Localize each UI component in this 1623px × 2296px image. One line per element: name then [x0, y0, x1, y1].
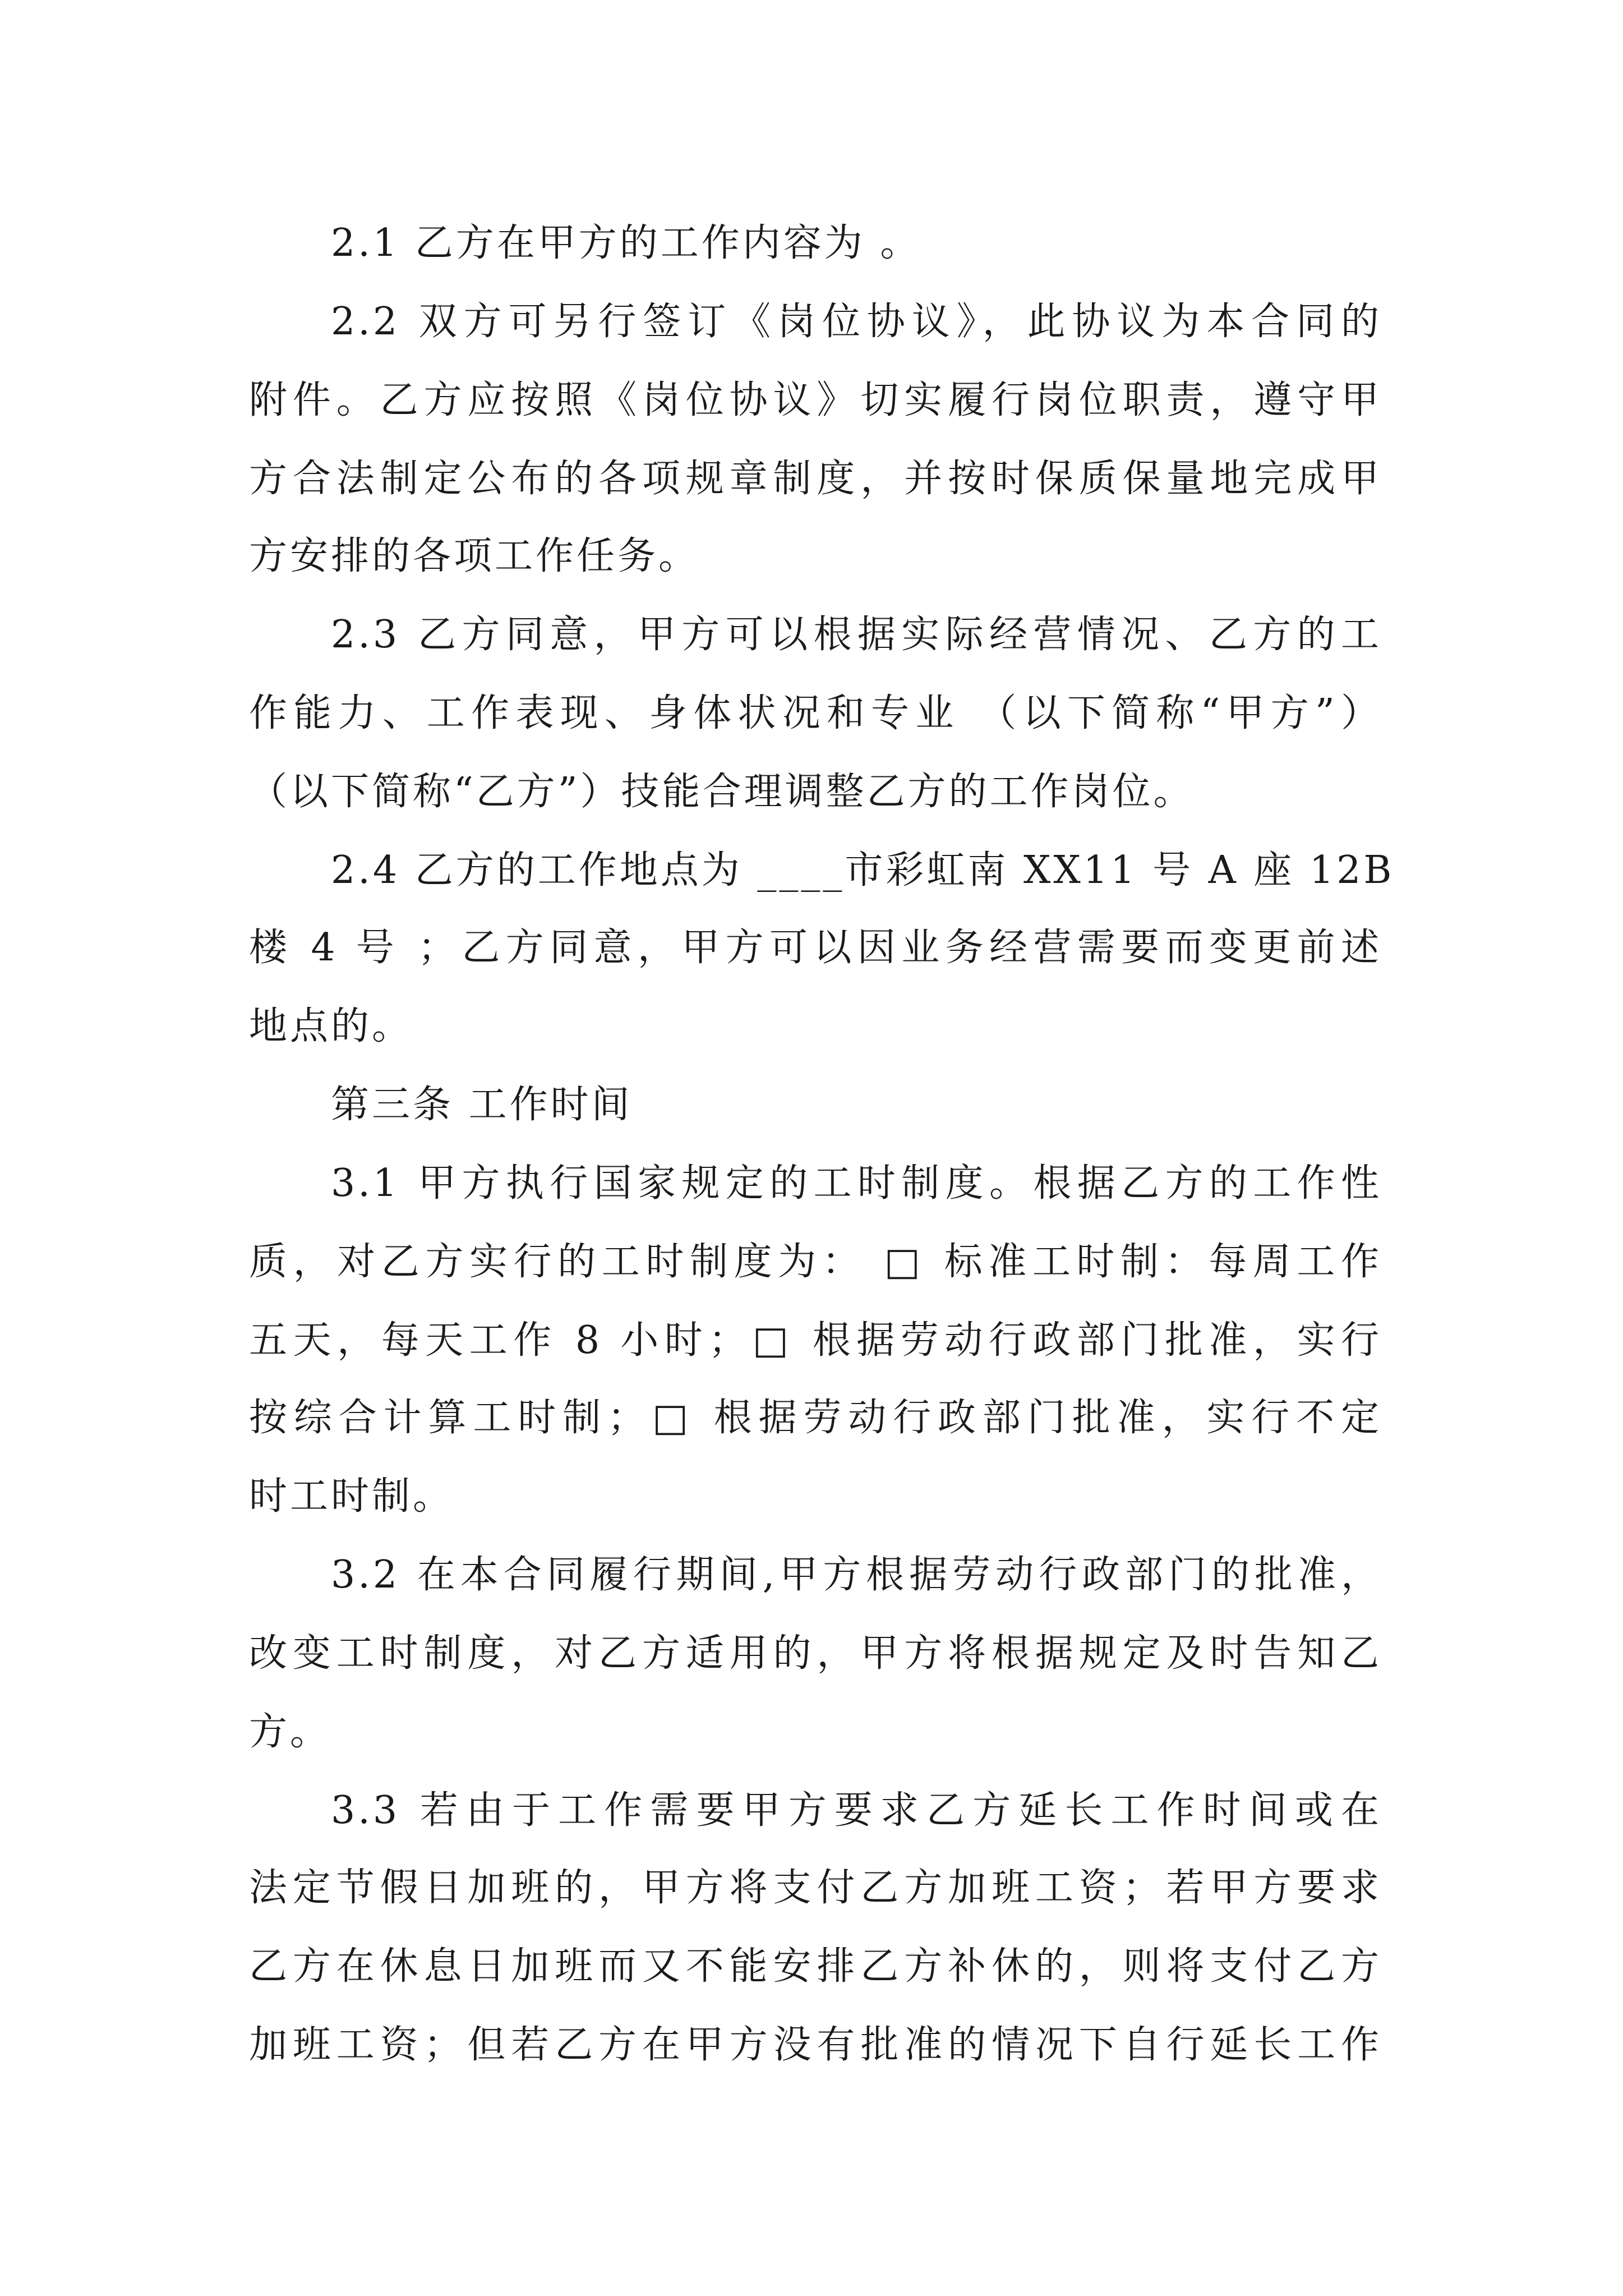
- clause-3-2-text: 改变工时制度，对乙方适用的，甲方将根据规定及时告知乙: [249, 1631, 1382, 1676]
- clause-3-1: 3.1 甲方执行国家规定的工时制度。根据乙方的工作性: [331, 1161, 1382, 1205]
- clause-3-3: 3.3 若由于工作需要甲方要求乙方延长工作时间或在: [331, 1788, 1382, 1833]
- clause-2-4-text: 楼 4 号 ；乙方同意，甲方可以因业务经营需要而变更前述: [249, 926, 1382, 970]
- clause-2-2-text: 附件。乙方应按照《岗位协议》切实履行岗位职责，遵守甲: [249, 378, 1382, 422]
- clause-3-1-text: 时工时制。: [249, 1474, 454, 1519]
- clause-3-3-text: 加班工资；但若乙方在甲方没有批准的情况下自行延长工作: [249, 2023, 1382, 2067]
- clause-2-2-text: 方安排的各项工作任务。: [249, 534, 700, 578]
- clause-2-2: 2.2 双方可另行签订《岗位协议》，此协议为本合同的: [331, 300, 1382, 344]
- clause-3-3-text: 乙方在休息日加班而又不能安排乙方补休的，则将支付乙方: [249, 1944, 1382, 1989]
- clause-2-3: 2.3 乙方同意，甲方可以根据实际经营情况、乙方的工: [331, 613, 1382, 657]
- clause-3-1-text: 质，对乙方实行的工时制度为： □ 标准工时制：每周工作: [249, 1240, 1382, 1284]
- article-3-heading: 第三条 工作时间: [331, 1083, 633, 1127]
- clause-3-2: 3.2 在本合同履行期间,甲方根据劳动行政部门的批准，: [331, 1553, 1382, 1597]
- clause-2-2-text: 方合法制定公布的各项规章制度，并按时保质保量地完成甲: [249, 457, 1382, 501]
- clause-3-3-text: 法定节假日加班的，甲方将支付乙方加班工资；若甲方要求: [249, 1866, 1382, 1910]
- clause-3-1-text: 五天，每天工作 8 小时；□ 根据劳动行政部门批准，实行: [249, 1318, 1382, 1363]
- clause-2-3-text: （以下简称“乙方”）技能合理调整乙方的工作岗位。: [249, 770, 1195, 814]
- clause-2-1: 2.1 乙方在甲方的工作内容为 。: [331, 221, 921, 265]
- clause-2-4-text: 地点的。: [249, 1004, 413, 1048]
- clause-3-2-text: 方。: [249, 1710, 331, 1754]
- clause-3-1-text: 按综合计算工时制；□ 根据劳动行政部门批准，实行不定: [249, 1396, 1382, 1440]
- clause-2-3-text: 作能力、工作表现、身体状况和专业 （以下简称“甲方”）: [249, 691, 1382, 735]
- clause-2-4: 2.4 乙方的工作地点为 ____市彩虹南 XX11 号 A 座 12B: [331, 848, 1395, 892]
